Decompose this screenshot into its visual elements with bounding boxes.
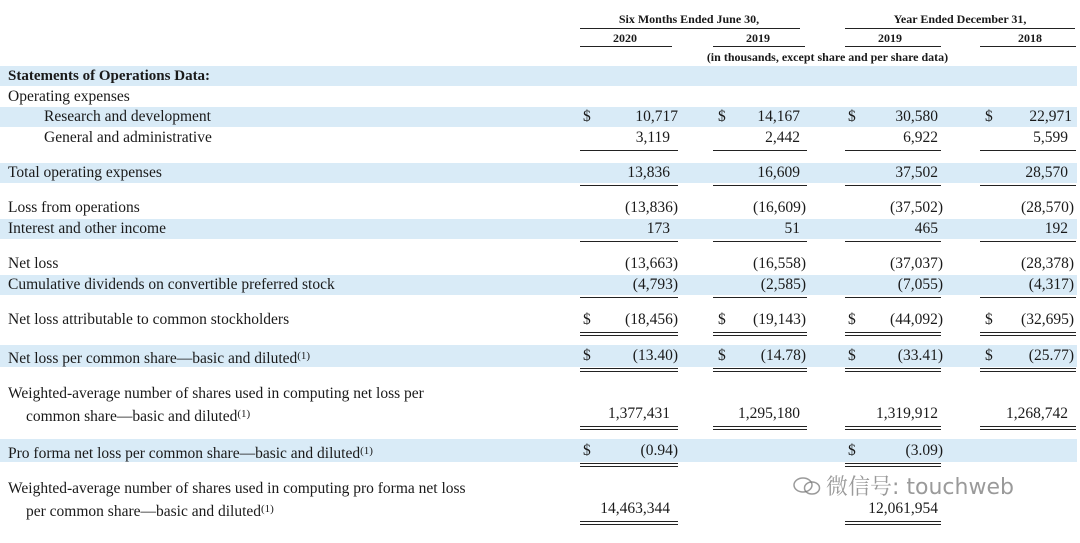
cell-ga-2018: 5,599 (1033, 129, 1068, 146)
cell-proforma-2019: (3.09) (905, 442, 943, 459)
cell-netloss-2019h: (16,558) (753, 255, 806, 272)
cell-research-2019h: 14,167 (757, 108, 800, 125)
cell-interest-2019h: 51 (784, 220, 800, 237)
cell-netcommon-2018: (32,695) (1021, 311, 1074, 328)
cell-research-2018: 22,971 (1029, 108, 1072, 125)
total-double-rule (845, 463, 941, 467)
dollar-sign: $ (848, 442, 856, 459)
label-interest: Interest and other income (8, 220, 166, 237)
cell-proforma-2020: (0.94) (640, 442, 678, 459)
header-year-2019a: 2019 (746, 31, 770, 45)
cell-dividends-2019h: (2,585) (760, 276, 806, 293)
label-pro-forma-weighted-2: per common share—basic and diluted$^{(1)}$ (26, 503, 274, 520)
label-research: Research and development (44, 108, 211, 125)
cell-pershare-2019: (33.41) (897, 347, 943, 364)
label-total-opex: Total operating expenses (8, 164, 162, 181)
total-double-rule (713, 332, 807, 336)
cell-interest-2020: 173 (646, 220, 670, 237)
year-rule-3 (845, 46, 941, 47)
cell-ga-2019: 6,922 (903, 129, 938, 146)
total-double-rule (580, 368, 678, 372)
total-double-rule (713, 368, 807, 372)
dollar-sign: $ (985, 108, 993, 125)
dollar-sign: $ (718, 311, 726, 328)
subtotal-rule (980, 150, 1076, 151)
subtotal-rule (845, 241, 941, 242)
dollar-sign: $ (985, 311, 993, 328)
subtotal-rule (580, 241, 678, 242)
subtotal-rule (713, 185, 807, 186)
dollar-sign: $ (718, 347, 726, 364)
label-weighted-avg-1: Weighted-average number of shares used in computing net loss per (8, 385, 424, 402)
subtotal-rule (845, 185, 941, 186)
cell-netcommon-2019: (44,092) (890, 311, 943, 328)
cell-lossops-2019: (37,502) (890, 199, 943, 216)
total-double-rule (845, 426, 941, 430)
dollar-sign: $ (848, 108, 856, 125)
label-pro-forma-weighted-1: Weighted-average number of shares used in computing pro forma net loss (8, 480, 466, 497)
subtotal-rule (713, 297, 807, 298)
section-title: Statements of Operations Data: (8, 68, 211, 84)
total-double-rule (580, 463, 678, 467)
cell-total-2019: 37,502 (895, 164, 938, 181)
subtotal-rule (580, 185, 678, 186)
header-year-2019b: 2019 (878, 31, 902, 45)
dollar-sign: $ (583, 442, 591, 459)
cell-proforma-weighted-2019: 12,061,954 (868, 500, 938, 517)
cell-dividends-2020: (4,793) (632, 276, 678, 293)
label-weighted-avg-2: common share—basic and diluted$^{(1)}$ (26, 408, 251, 425)
total-double-rule (580, 332, 678, 336)
cell-netloss-2019: (37,037) (890, 255, 943, 272)
subtotal-rule (580, 297, 678, 298)
footnote-ref: (1) (297, 350, 311, 362)
subtotal-rule (713, 241, 807, 242)
cell-ga-2019h: 2,442 (765, 129, 800, 146)
dollar-sign: $ (583, 347, 591, 364)
header-year-2018: 2018 (1018, 31, 1042, 45)
cell-total-2018: 28,570 (1025, 164, 1068, 181)
label-pro-forma: Pro forma net loss per common share—basic and diluted$^{(1)}$ (8, 445, 373, 462)
cell-netloss-2018: (28,378) (1021, 255, 1074, 272)
dollar-sign: $ (985, 347, 993, 364)
cell-total-2019h: 16,609 (757, 164, 800, 181)
subtotal-rule (980, 185, 1076, 186)
footnote-ref: (1) (360, 445, 373, 457)
header-six-months-rule (580, 28, 800, 29)
cell-total-2020: 13,836 (627, 164, 670, 181)
cell-pershare-2019h: (14.78) (760, 347, 806, 364)
total-double-rule (980, 426, 1076, 430)
cell-pershare-2018: (25.77) (1028, 347, 1074, 364)
dollar-sign: $ (848, 311, 856, 328)
total-double-rule (580, 426, 678, 430)
label-net-loss-common: Net loss attributable to common stockholders (8, 311, 290, 328)
header-year-ended-rule (845, 28, 1075, 29)
cell-netloss-2020: (13,663) (625, 255, 678, 272)
cell-ga-2020: 3,119 (635, 129, 670, 146)
subtotal-rule (845, 150, 941, 151)
cell-lossops-2019h: (16,609) (753, 199, 806, 216)
total-double-rule (845, 368, 941, 372)
header-year-2020: 2020 (613, 31, 637, 45)
header-six-months: Six Months Ended June 30, (618, 12, 760, 26)
total-double-rule (845, 332, 941, 336)
cell-netcommon-2020: (18,456) (625, 311, 678, 328)
subtotal-rule (980, 241, 1076, 242)
cell-proforma-weighted-2020: 14,463,344 (600, 500, 670, 517)
label-operating-expenses: Operating expenses (8, 88, 130, 105)
dollar-sign: $ (583, 108, 591, 125)
year-rule-2 (713, 46, 805, 47)
total-double-rule (980, 332, 1076, 336)
cell-weighted-2018: 1,268,742 (1006, 405, 1068, 422)
total-double-rule (980, 368, 1076, 372)
cell-interest-2018: 192 (1044, 220, 1068, 237)
watermark: 微信号: touchweb (826, 475, 1014, 500)
cell-interest-2019: 465 (914, 220, 938, 237)
footnote-ref: (1) (261, 503, 274, 515)
total-double-rule (580, 521, 678, 525)
cell-research-2019: 30,580 (895, 108, 938, 125)
footnote-ref: (1) (237, 408, 251, 420)
cell-dividends-2018: (4,317) (1028, 276, 1074, 293)
total-double-rule (713, 426, 807, 430)
subtotal-rule (980, 297, 1076, 298)
subtotal-rule (713, 150, 807, 151)
wechat-icon (793, 476, 821, 496)
label-general-admin: General and administrative (44, 129, 212, 146)
cell-netcommon-2019h: (19,143) (753, 311, 806, 328)
label-dividends: Cumulative dividends on convertible preferred stock (8, 276, 335, 293)
dollar-sign: $ (848, 347, 856, 364)
total-double-rule (845, 521, 941, 525)
year-rule-4 (980, 46, 1076, 47)
subtotal-rule (845, 297, 941, 298)
cell-weighted-2019: 1,319,912 (876, 405, 938, 422)
cell-pershare-2020: (13.40) (632, 347, 678, 364)
dollar-sign: $ (718, 108, 726, 125)
cell-weighted-2020: 1,377,431 (608, 405, 670, 422)
header-units: (in thousands, except share and per share data) (706, 50, 949, 64)
dollar-sign: $ (583, 311, 591, 328)
cell-lossops-2020: (13,836) (625, 199, 678, 216)
label-loss-per-share: Net loss per common share—basic and diluted$^{(1)}$ (8, 350, 311, 367)
year-rule-1 (580, 46, 672, 47)
cell-dividends-2019: (7,055) (897, 276, 943, 293)
label-loss-from-ops: Loss from operations (8, 199, 140, 216)
cell-weighted-2019h: 1,295,180 (738, 405, 800, 422)
cell-lossops-2018: (28,570) (1021, 199, 1074, 216)
subtotal-rule (580, 150, 678, 151)
cell-research-2020: 10,717 (635, 108, 678, 125)
header-year-ended: Year Ended December 31, (893, 12, 1027, 26)
label-net-loss: Net loss (8, 255, 59, 272)
